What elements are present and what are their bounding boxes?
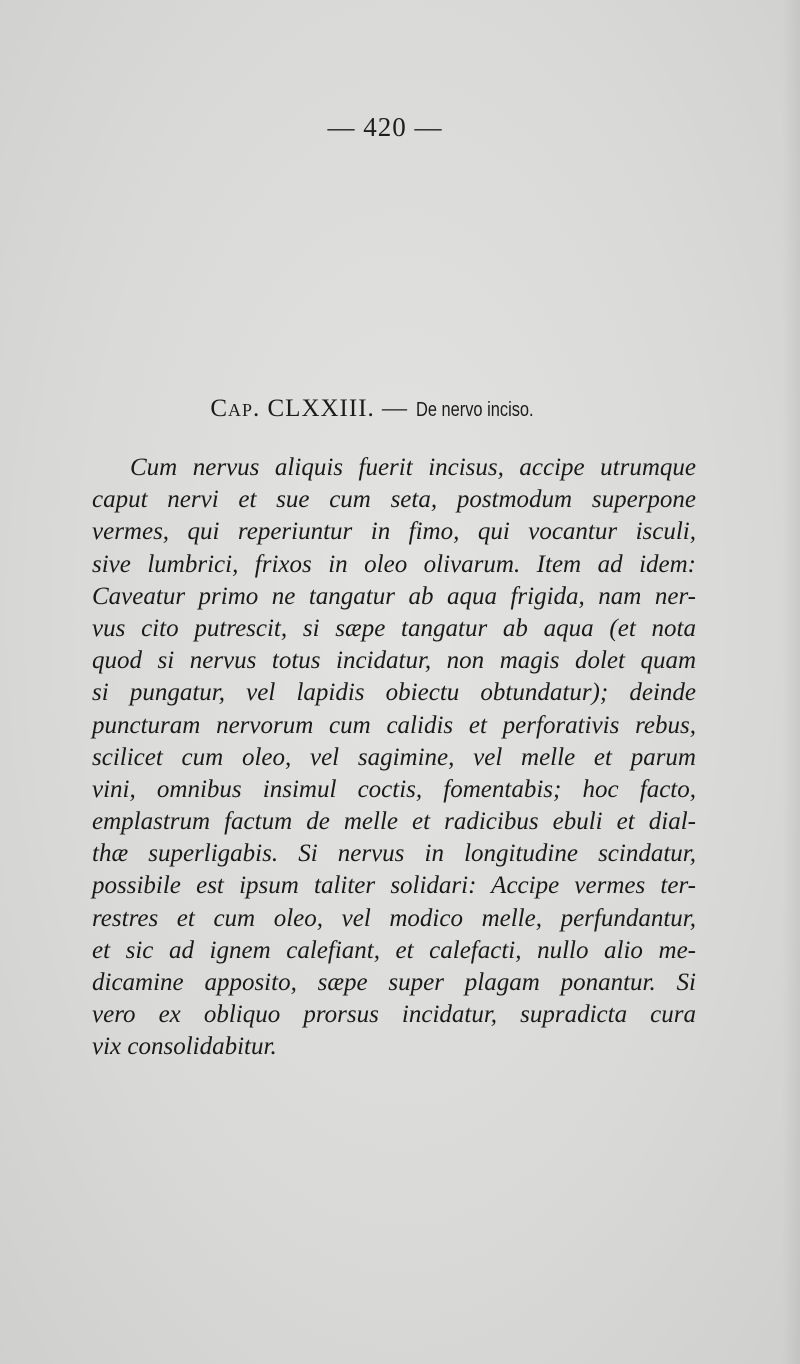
paragraph-line: restres et cum oleo, vel modico melle, perfundantur, <box>92 904 696 932</box>
paragraph-line: vini, omnibus insimul coctis, fomentabis; hoc facto, <box>92 775 696 803</box>
paragraph-line: Caveatur primo ne tangatur ab aqua frigida, nam ner- <box>92 582 696 610</box>
paragraph-line: caput nervi et sue cum seta, postmodum superpone <box>92 486 696 514</box>
paragraph-line: sive lumbrici, frixos in oleo olivarum. Item ad idem: <box>92 550 696 578</box>
paragraph-line: vermes, qui reperiuntur in fimo, qui vocantur isculi, <box>92 518 696 546</box>
paragraph-line: Cum nervus aliquis fuerit incisus, accipe utrumque <box>130 454 696 481</box>
paragraph-line: vero ex obliquo prorsus incidatur, supradicta cura <box>92 1001 696 1029</box>
paragraph-line: thæ superligabis. Si nervus in longitudine scindatur, <box>92 840 696 868</box>
chapter-title: De nervo inciso. <box>416 399 534 421</box>
paragraph-line: si pungatur, vel lapidis obiectu obtundatur); deinde <box>92 679 696 707</box>
paragraph-line: possibile est ipsum taliter solidari: Accipe vermes ter- <box>92 872 696 900</box>
chapter-number: Cap. CLXXIII. — <box>210 395 409 422</box>
paragraph-line: dicamine apposito, sæpe super plagam ponantur. Si <box>92 969 696 996</box>
chapter-heading <box>0 395 770 423</box>
paragraph-line: scilicet cum oleo, vel sagimine, vel melle et parum <box>92 743 696 771</box>
paragraph-line: emplastrum factum de melle et radicibus ebuli et dial- <box>92 808 696 836</box>
paragraph-line: vix consolidabitur. <box>92 1033 277 1061</box>
paragraph-line: puncturam nervorum cum calidis et perforativis rebus, <box>92 711 696 739</box>
page-number: — 420 — <box>327 112 443 142</box>
chapter-paragraph <box>92 452 696 1064</box>
paragraph-line: vus cito putrescit, si sæpe tangatur ab aqua (et nota <box>92 614 696 642</box>
paragraph-line: quod si nervus totus incidatur, non magis dolet quam <box>92 647 696 675</box>
paragraph-line: et sic ad ignem calefiant, et calefacti, nullo alio me- <box>92 936 696 964</box>
